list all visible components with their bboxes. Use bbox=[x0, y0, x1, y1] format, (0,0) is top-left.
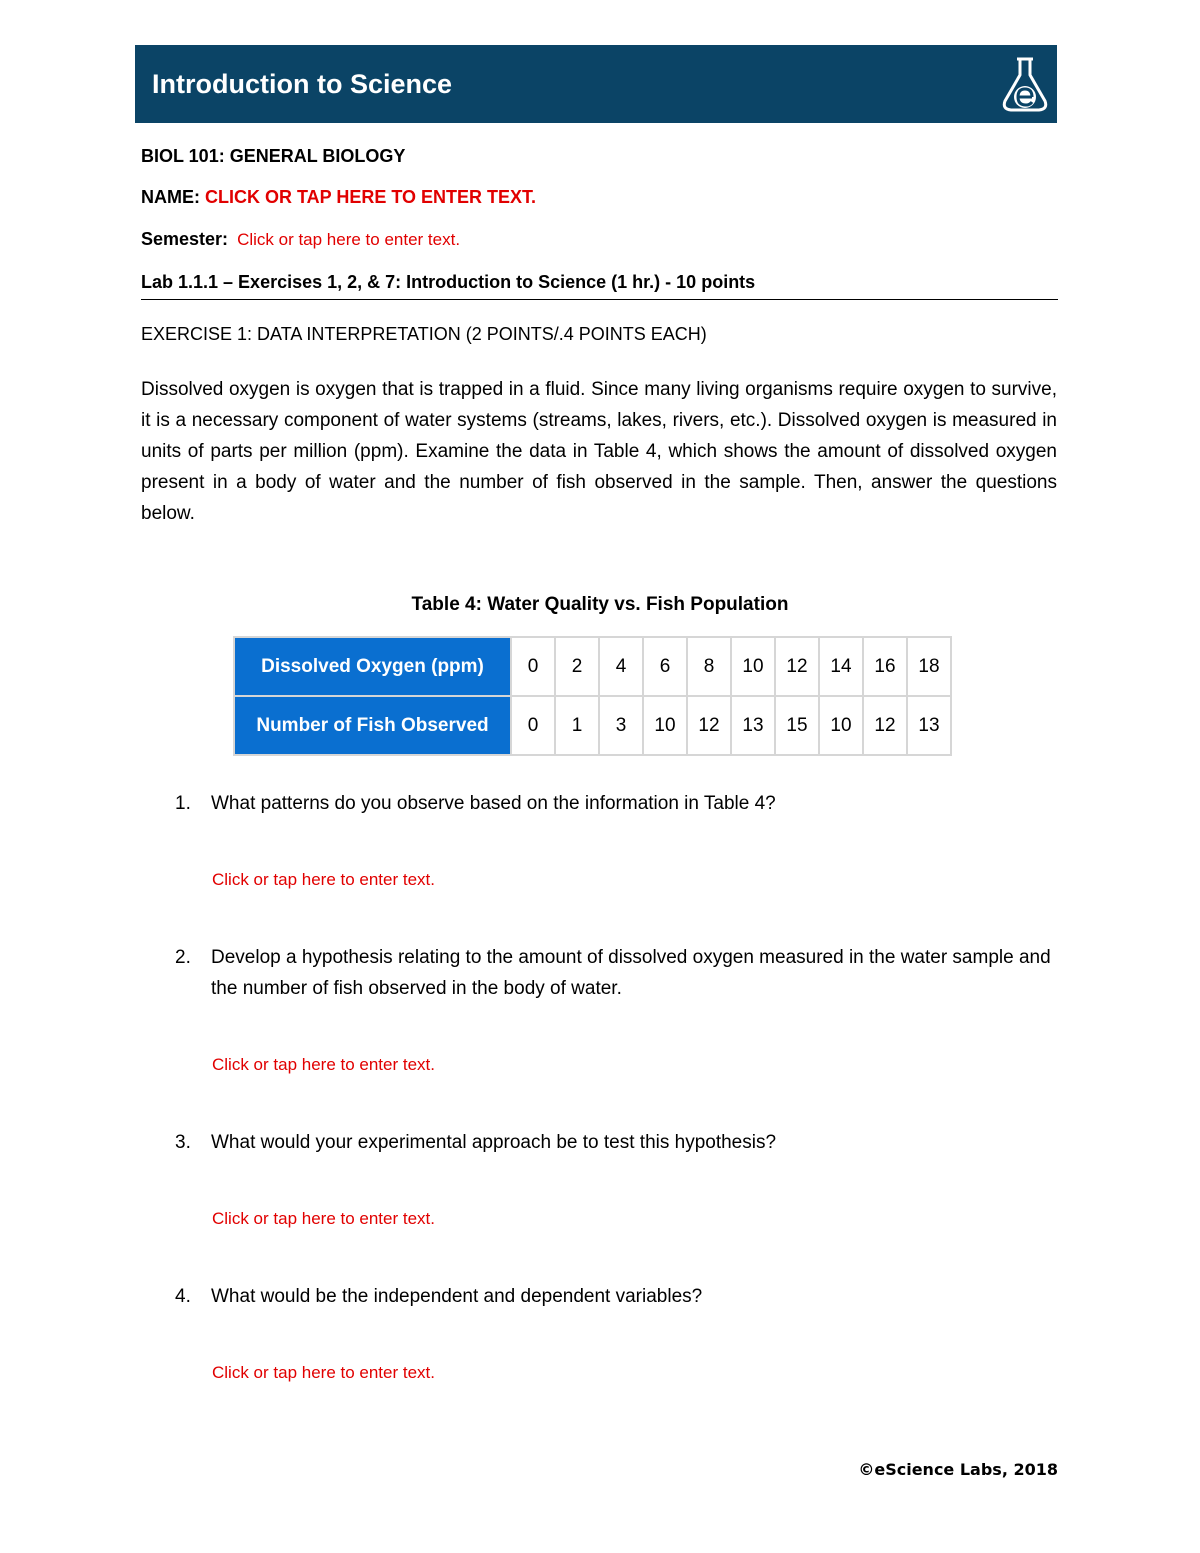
table-cell: 10 bbox=[643, 696, 687, 755]
question-number: 1. bbox=[175, 793, 191, 814]
row-header-fish-observed: Number of Fish Observed bbox=[234, 696, 511, 755]
table-cell: 0 bbox=[511, 696, 555, 755]
table-cell: 16 bbox=[863, 637, 907, 696]
row-header-dissolved-oxygen: Dissolved Oxygen (ppm) bbox=[234, 637, 511, 696]
table-cell: 2 bbox=[555, 637, 599, 696]
answer-input-1[interactable]: Click or tap here to enter text. bbox=[212, 870, 435, 889]
table-cell: 10 bbox=[819, 696, 863, 755]
name-row bbox=[141, 187, 536, 208]
flask-logo-icon bbox=[995, 53, 1055, 115]
question-text: What would be the independent and dependent variables? bbox=[211, 1286, 703, 1307]
table-cell: 12 bbox=[775, 637, 819, 696]
semester-label: Semester: bbox=[141, 229, 229, 249]
name-input[interactable]: CLICK OR TAP HERE TO ENTER TEXT. bbox=[205, 187, 537, 207]
exercise-title: EXERCISE 1: DATA INTERPRETATION (2 POINTS/.4 POINTS EACH) bbox=[141, 324, 707, 344]
semester-row bbox=[141, 229, 460, 250]
name-label: NAME: bbox=[141, 187, 200, 207]
table-cell: 15 bbox=[775, 696, 819, 755]
answer-input-4[interactable]: Click or tap here to enter text. bbox=[212, 1363, 435, 1382]
table-cell: 12 bbox=[687, 696, 731, 755]
table-row bbox=[234, 637, 951, 696]
table-cell: 13 bbox=[731, 696, 775, 755]
table-cell: 13 bbox=[907, 696, 951, 755]
answer-input-3[interactable]: Click or tap here to enter text. bbox=[212, 1209, 435, 1228]
table-cell: 10 bbox=[731, 637, 775, 696]
data-table bbox=[233, 636, 952, 756]
table-cell: 6 bbox=[643, 637, 687, 696]
table-cell: 14 bbox=[819, 637, 863, 696]
table-cell: 4 bbox=[599, 637, 643, 696]
question-text: Develop a hypothesis relating to the amount of dissolved oxygen measured in the water sample and the number of fish observed in the body of water. bbox=[211, 947, 1051, 999]
course-label: BIOL 101: GENERAL BIOLOGY bbox=[141, 146, 406, 166]
intro-paragraph: Dissolved oxygen is oxygen that is trapped in a fluid. Since many living organisms require oxygen to survive, it is a necessary component of water systems (streams, lakes, rivers, etc.). Dissolved oxygen is measured in units of parts per million (ppm). Examine the data in Table 4, which shows the amount of dissolved oxygen present in a body of water and the number of fish observed in the sample. Then, answer the questions below. bbox=[141, 379, 1057, 524]
question-text: What patterns do you observe based on the information in Table 4? bbox=[211, 793, 776, 814]
copyright: ©eScience Labs, 2018 bbox=[858, 1460, 1058, 1479]
table-cell: 12 bbox=[863, 696, 907, 755]
document-title: Introduction to Science bbox=[152, 69, 453, 99]
question-number: 3. bbox=[175, 1132, 191, 1153]
table-cell: 8 bbox=[687, 637, 731, 696]
question-number: 4. bbox=[175, 1286, 191, 1307]
table-cell: 1 bbox=[555, 696, 599, 755]
lab-title: Lab 1.1.1 – Exercises 1, 2, & 7: Introduction to Science (1 hr.) - 10 points bbox=[141, 272, 1058, 300]
table-cell: 18 bbox=[907, 637, 951, 696]
header-bar bbox=[135, 45, 1057, 123]
table-cell: 0 bbox=[511, 637, 555, 696]
table-cell: 3 bbox=[599, 696, 643, 755]
answer-input-2[interactable]: Click or tap here to enter text. bbox=[212, 1055, 435, 1074]
question-number: 2. bbox=[175, 947, 191, 968]
table-row bbox=[234, 696, 951, 755]
question-text: What would your experimental approach be to test this hypothesis? bbox=[211, 1132, 777, 1153]
table-caption: Table 4: Water Quality vs. Fish Population bbox=[411, 594, 789, 615]
semester-input[interactable]: Click or tap here to enter text. bbox=[237, 230, 461, 249]
